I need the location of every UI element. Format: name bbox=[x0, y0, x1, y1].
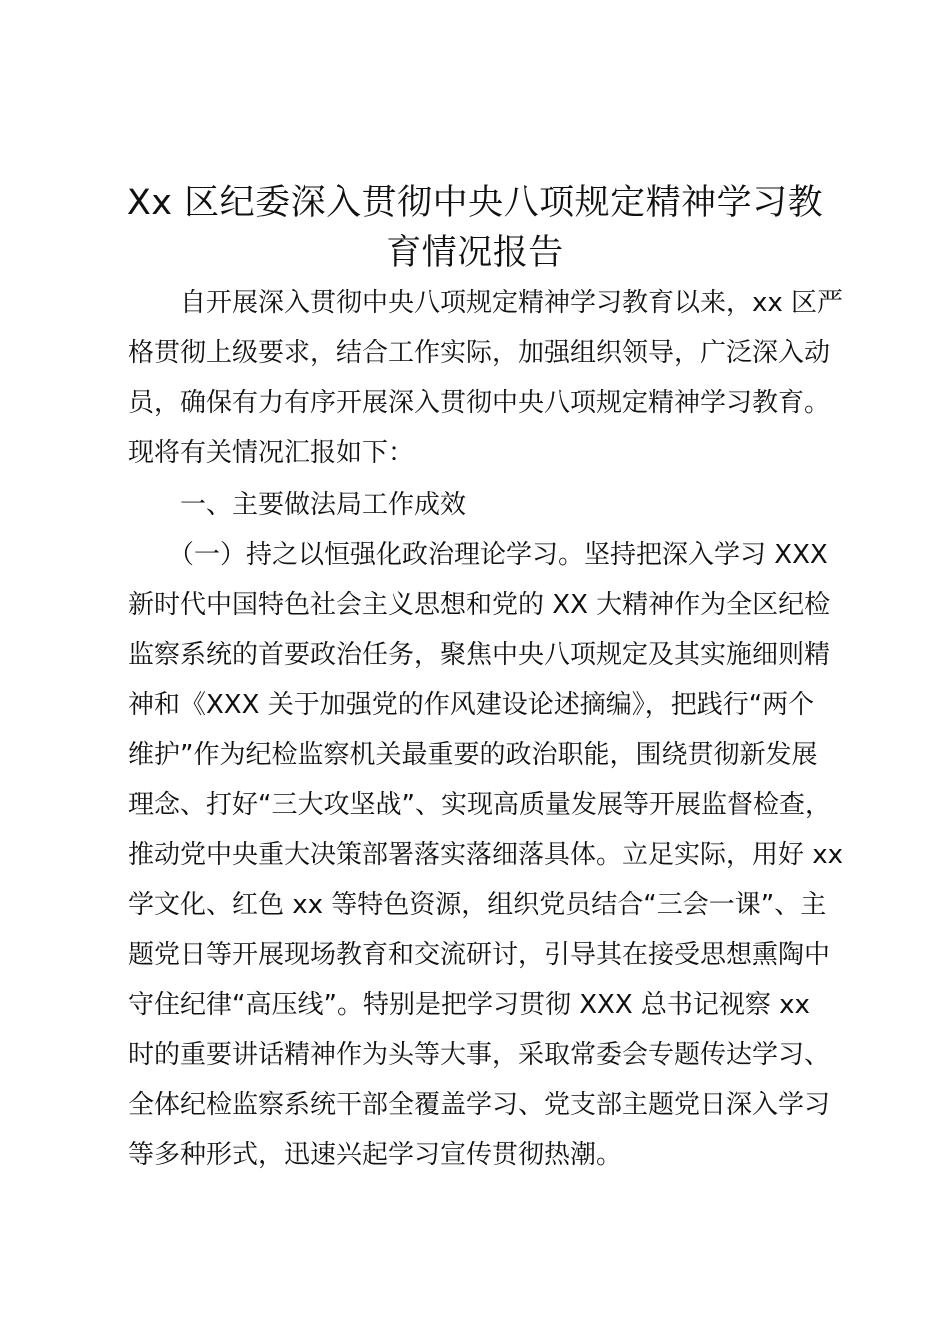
document-title bbox=[100, 178, 850, 278]
intro-paragraph-line-1: 自开展深入贯彻中央八项规定精神学习教育以来，xx 区严 bbox=[180, 288, 844, 318]
section-paragraph-line-5: 维护”作为纪检监察机关最重要的政治职能，围绕贯彻新发展 bbox=[128, 740, 818, 770]
section-paragraph-line-11: 时的重要讲话精神作为头等大事，采取常委会专题传达学习、 bbox=[128, 1040, 831, 1070]
section-paragraph-line-10: 守住纪律“高压线”。特别是把学习贯彻 XXX 总书记视察 xx bbox=[128, 990, 810, 1020]
section-paragraph-line-13: 等多种形式，迅速兴起学习宣传贯彻热潮。 bbox=[128, 1140, 623, 1170]
section-paragraph-line-2: 新时代中国特色社会主义思想和党的 XX 大精神作为全区纪检 bbox=[128, 590, 831, 620]
section-paragraph-line-9: 题党日等开展现场教育和交流研讨，引导其在接受思想熏陶中 bbox=[128, 940, 831, 970]
intro-paragraph-line-3: 员，确保有力有序开展深入贯彻中央八项规定精神学习教育。 bbox=[128, 388, 831, 418]
section-paragraph-line-8: 学文化、红色 xx 等特色资源，组织党员结合“三会一课”、主 bbox=[128, 890, 827, 920]
intro-paragraph-line-4: 现将有关情况汇报如下： bbox=[128, 438, 415, 468]
section-paragraph-line-12: 全体纪检监察系统干部全覆盖学习、党支部主题党日深入学习 bbox=[128, 1090, 831, 1120]
section-heading: 一、主要做法局工作成效 bbox=[180, 490, 467, 520]
title-line-2: 育情况报告 bbox=[386, 233, 564, 273]
section-paragraph-line-7: 推动党中央重大决策部署落实落细落具体。立足实际，用好 xx bbox=[128, 840, 844, 870]
section-paragraph-line-1: （一）持之以恒强化政治理论学习。坚持把深入学习 XXX bbox=[168, 540, 828, 570]
section-paragraph-line-3: 监察系统的首要政治任务，聚焦中央八项规定及其实施细则精 bbox=[128, 640, 831, 670]
title-line-1: Xx 区纪委深入贯彻中央八项规定精神学习教 bbox=[126, 183, 824, 223]
section-paragraph-line-4: 神和《XXX 关于加强党的作风建设论述摘编》，把践行“两个 bbox=[128, 690, 815, 720]
intro-paragraph-line-2: 格贯彻上级要求，结合工作实际，加强组织领导，广泛深入动 bbox=[128, 338, 831, 368]
section-paragraph-line-6: 理念、打好“三大攻坚战”、实现高质量发展等开展监督检查， bbox=[128, 790, 831, 820]
